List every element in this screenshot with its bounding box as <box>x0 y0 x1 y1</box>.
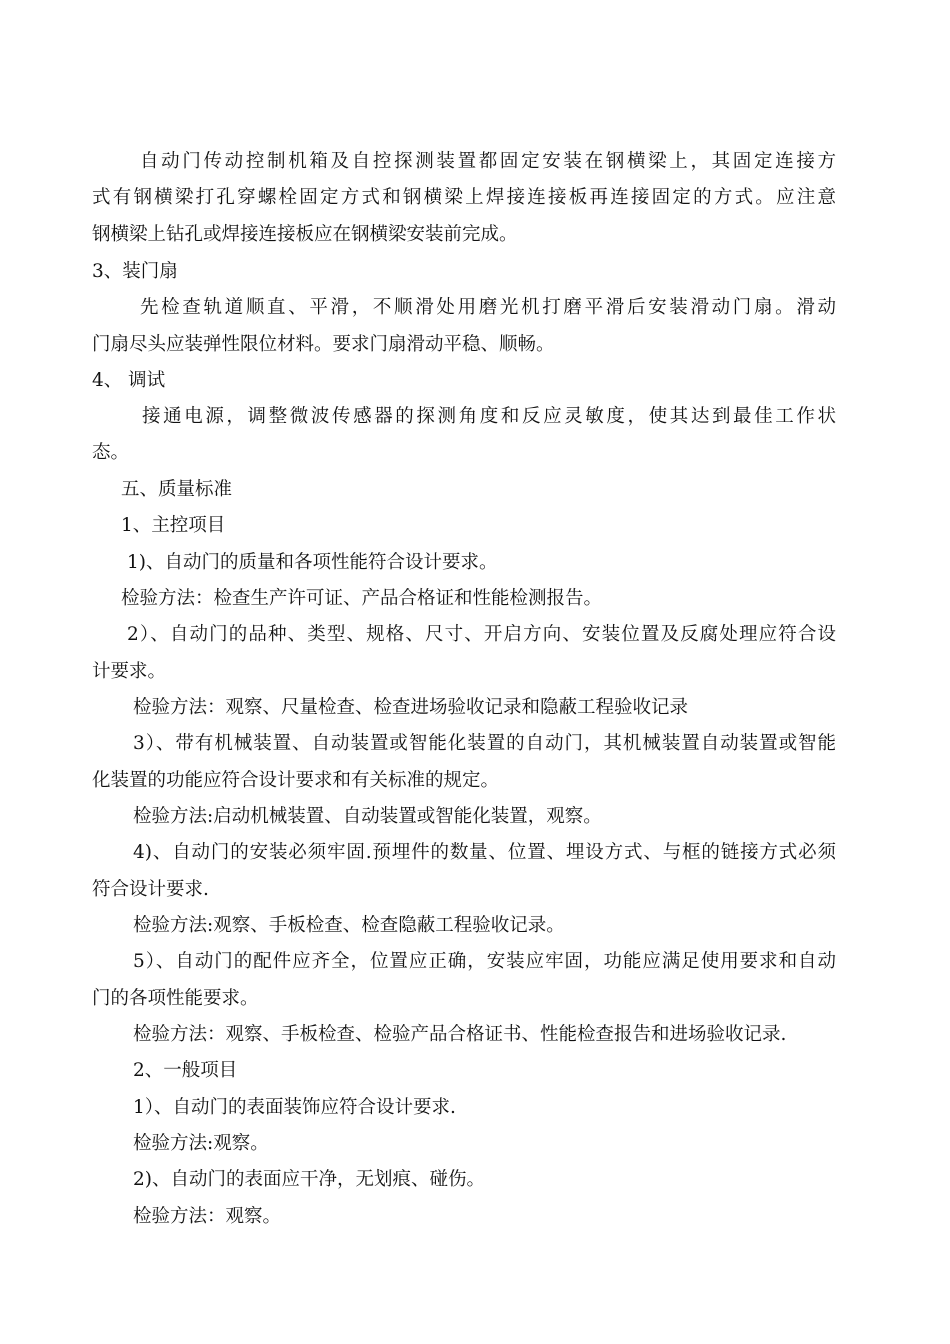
item-5-inspection-method: 检验方法：观察、手板检查、检验产品合格证书、性能检查报告和进场验收记录. <box>133 1024 787 1045</box>
item-4-text-line-1: 4)、自动门的安装必须牢固.预埋件的数量、位置、埋设方式、与框的链接方式必须 <box>133 842 836 863</box>
section-heading-install-door-leaf: 3、装门扇 <box>92 261 178 282</box>
item-3-text-line-2: 化装置的功能应符合设计要求和有关标准的规定。 <box>92 770 500 791</box>
paragraph-line-2: 式有钢横梁打孔穿螺栓固定方式和钢横梁上焊接连接板再连接固定的方式。应注意 <box>92 187 836 208</box>
general-item-2-inspection-method: 检验方法：观察。 <box>133 1206 282 1227</box>
general-item-1-inspection-method: 检验方法:观察。 <box>133 1133 269 1154</box>
section-heading-debugging: 4、 调试 <box>92 370 166 391</box>
subheading-general-items: 2、一般项目 <box>133 1060 238 1081</box>
item-1-text: 1)、自动门的质量和各项性能符合设计要求。 <box>127 552 498 573</box>
item-1-inspection-method: 检验方法：检查生产许可证、产品合格证和性能检测报告。 <box>121 588 603 609</box>
general-item-2-text: 2)、自动门的表面应干净，无划痕、碰伤。 <box>133 1169 485 1190</box>
item-3-inspection-method: 检验方法:启动机械装置、自动装置或智能化装置，观察。 <box>133 806 602 827</box>
section-heading-quality-standard: 五、质量标准 <box>121 479 233 500</box>
item-2-text-line-1: 2）、自动门的品种、类型、规格、尺寸、开启方向、安装位置及反腐处理应符合设 <box>127 624 836 645</box>
subheading-main-control-items: 1、主控项目 <box>121 515 226 536</box>
paragraph-line-7: 态。 <box>92 442 130 463</box>
paragraph-line-5: 门扇尽头应装弹性限位材料。要求门扇滑动平稳、顺畅。 <box>92 334 555 355</box>
item-5-text-line-1: 5）、自动门的配件应齐全，位置应正确，安装应牢固，功能应满足使用要求和自动 <box>133 951 836 972</box>
item-3-text-line-1: 3）、带有机械装置、自动装置或智能化装置的自动门，其机械装置自动装置或智能 <box>133 733 836 754</box>
item-2-text-line-2: 计要求。 <box>92 661 167 682</box>
paragraph-line-6: 接通电源，调整微波传感器的探测角度和反应灵敏度，使其达到最佳工作状 <box>142 406 836 427</box>
paragraph-line-4: 先检查轨道顺直、平滑，不顺滑处用磨光机打磨平滑后安装滑动门扇。滑动 <box>140 297 836 318</box>
general-item-1-text: 1）、自动门的表面装饰应符合设计要求. <box>133 1097 456 1118</box>
paragraph-line-3: 钢横梁上钻孔或焊接连接板应在钢横梁安装前完成。 <box>92 224 518 245</box>
item-4-text-line-2: 符合设计要求. <box>92 879 209 900</box>
item-5-text-line-2: 门的各项性能要求。 <box>92 988 259 1009</box>
paragraph-line-1: 自动门传动控制机箱及自控探测装置都固定安装在钢横梁上，其固定连接方 <box>140 151 836 172</box>
item-2-inspection-method: 检验方法：观察、尺量检查、检查进场验收记录和隐蔽工程验收记录 <box>133 697 689 718</box>
item-4-inspection-method: 检验方法:观察、手板检查、检查隐蔽工程验收记录。 <box>133 915 565 936</box>
